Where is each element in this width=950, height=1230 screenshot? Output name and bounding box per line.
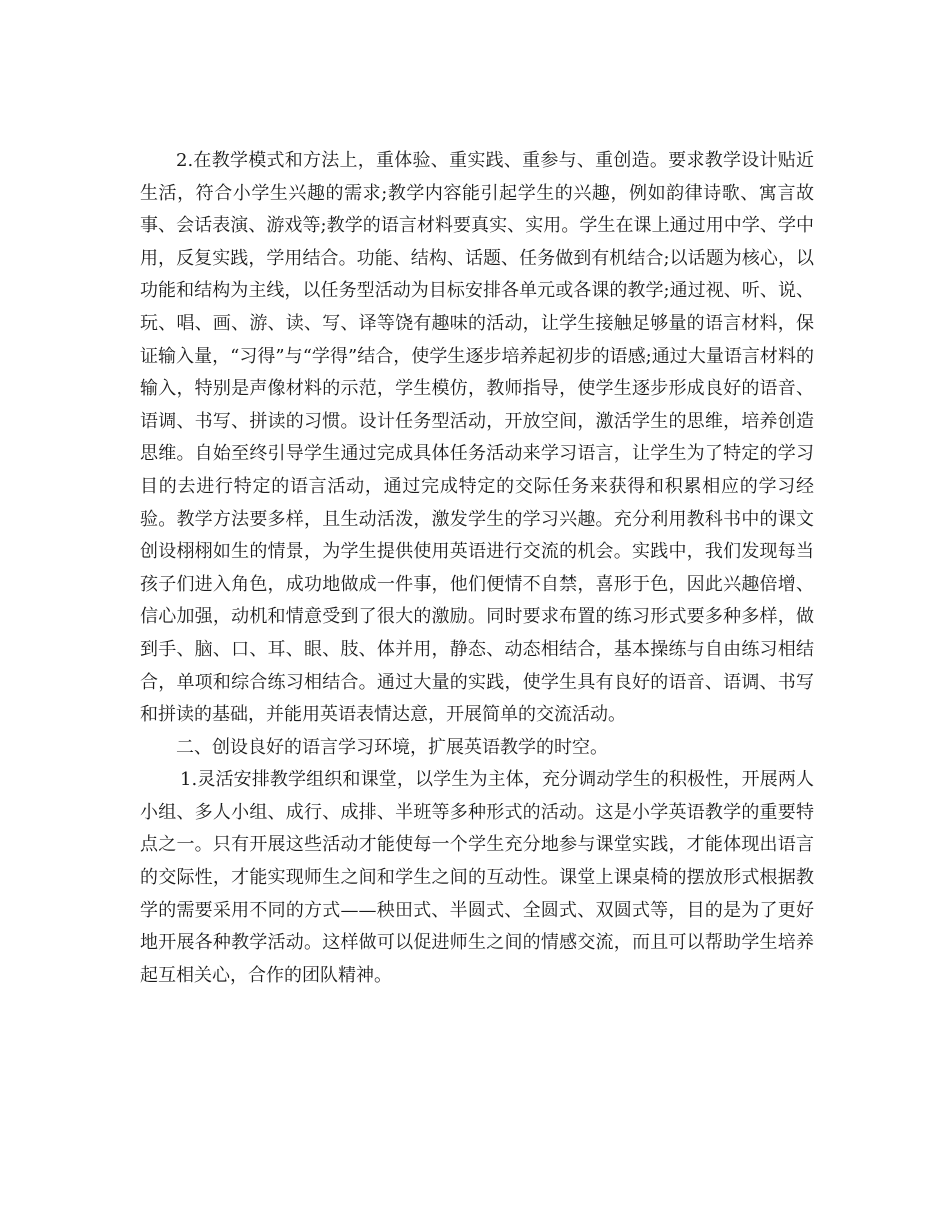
paragraph-teaching-methods: 2.在教学模式和方法上，重体验、重实践、重参与、重创造。要求教学设计贴近生活，符合小学生兴趣的需求;教学内容能引起学生的兴趣，例如韵律诗歌、寓言故事、会话表演、游戏等;教学的语言材料要真实、实用。学生在课上通过用中学、学中用，反复实践，学用结合。功能、结构、话题、任务做到有机结合;以话题为核心，以功能和结构为主线，以任务型活动为目标安排各单元或各课的教学;通过视、听、说、玩、唱、画、游、读、写、译等饶有趣味的活动，让学生接触足够量的语言材料，保证输入量，“习得”与“学得”结合，使学生逐步培养起初步的语感;通过大量语言材料的输入，特别是声像材料的示范，学生模仿，教师指导，使学生逐步形成良好的语音、语调、书写、拼读的习惯。设计任务型活动，开放空间，激活学生的思维，培养创造思维。自始至终引导学生通过完成具体任务活动来学习语言，让学生为了特定的学习目的去进行特定的语言活动，通过完成特定的交际任务来获得和积累相应的学习经验。教学方法要多样，且生动活泼，激发学生的学习兴趣。充分利用教科书中的课文创设栩栩如生的情景，为学生提供使用英语进行交流的机会。实践中，我们发现每当孩子们进入角色，成功地做成一件事，他们便情不自禁，喜形于色，因此兴趣倍增、信心加强，动机和情意受到了很大的激励。同时要求布置的练习形式要多种多样，做到手、脑、口、耳、眼、肢、体并用，静态、动态相结合，基本操练与自由练习相结合，单项和综合练习相结合。通过大量的实践，使学生具有良好的语音、语调、书写和拼读的基础，并能用英语表情达意，开展简单的交流活动。: [140, 150, 814, 726]
section-heading-learning-environment: 二、创设良好的语言学习环境，扩展英语教学的时空。: [176, 736, 608, 758]
paragraph-classroom-organization: 1.灵活安排教学组织和课堂，以学生为主体，充分调动学生的积极性，开展两人小组、多人小组、成行、成排、半班等多种形式的活动。这是小学英语教学的重要特点之一。只有开展这些活动才能使每一个学生充分地参与课堂实践，才能体现出语言的交际性，才能实现师生之间和学生之间的互动性。课堂上课桌椅的摆放形式根据教学的需要采用不同的方式——秧田式、半圆式、全圆式、双圆式等，目的是为了更好地开展各种教学活动。这样做可以促进师生之间的情感交流，而且可以帮助学生培养起互相关心，合作的团队精神。: [140, 769, 814, 986]
document-body: [140, 145, 814, 992]
